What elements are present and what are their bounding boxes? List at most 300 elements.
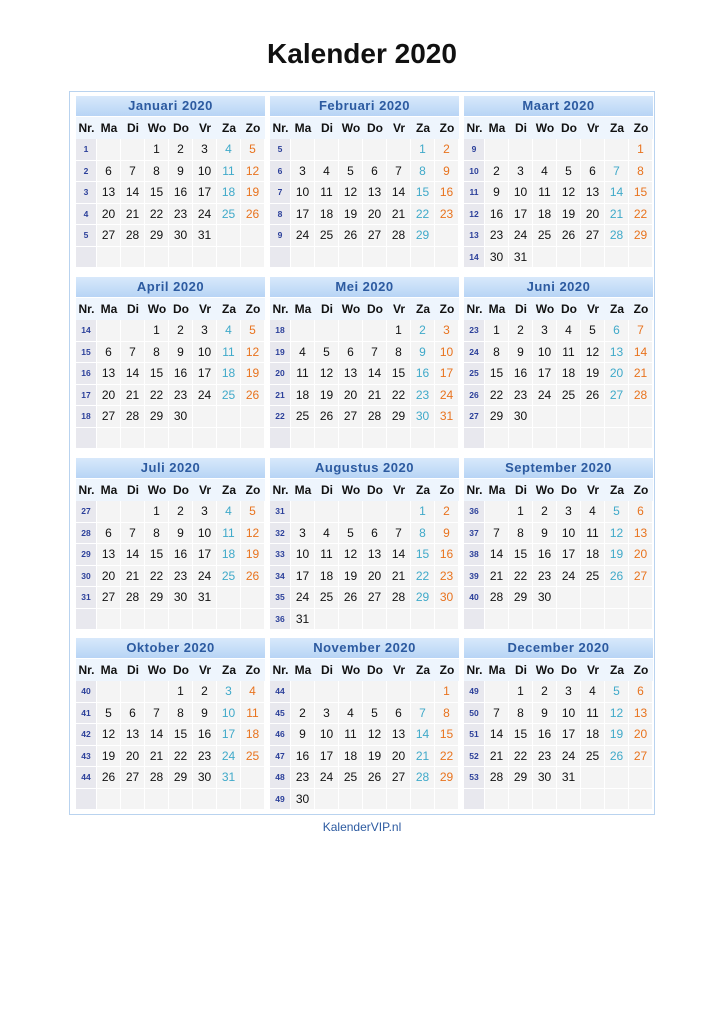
week-number-cell: 28	[76, 523, 97, 545]
weekday-header: Do	[173, 483, 189, 497]
week-row	[464, 566, 653, 588]
day-cell: 14	[485, 724, 509, 746]
day-cell: 22	[509, 566, 533, 588]
day-cell: 16	[435, 544, 459, 566]
week-row	[76, 609, 265, 631]
day-cell: 10	[315, 724, 339, 746]
day-cell	[217, 247, 241, 269]
day-cell: 22	[509, 746, 533, 768]
week-row	[464, 703, 653, 725]
day-cell: 17	[291, 204, 315, 226]
day-cell: 29	[629, 225, 653, 247]
day-cell: 11	[315, 182, 339, 204]
day-cell	[581, 406, 605, 428]
day-cell: 12	[557, 182, 581, 204]
weekday-header: Za	[221, 663, 236, 677]
day-cell	[241, 767, 265, 789]
day-cell	[315, 247, 339, 269]
week-number-cell: 3	[76, 182, 97, 204]
day-cell: 13	[339, 363, 363, 385]
day-cell: 15	[629, 182, 653, 204]
day-cell: 15	[169, 724, 193, 746]
week-row	[464, 247, 653, 269]
day-cell: 31	[193, 225, 217, 247]
day-cell: 26	[605, 746, 629, 768]
weekday-header: Di	[515, 302, 527, 316]
day-cell	[339, 681, 363, 703]
day-cell: 15	[509, 544, 533, 566]
day-cell: 22	[145, 566, 169, 588]
day-cell: 21	[121, 385, 145, 407]
day-cell	[217, 609, 241, 631]
weekday-header: Wo	[341, 121, 361, 135]
day-cell: 19	[241, 363, 265, 385]
day-cell	[291, 681, 315, 703]
day-cell: 31	[509, 247, 533, 269]
day-cell: 31	[557, 767, 581, 789]
day-cell: 19	[241, 182, 265, 204]
month-block	[464, 458, 653, 630]
day-cell: 17	[315, 746, 339, 768]
week-number-cell: 42	[76, 724, 97, 746]
day-cell: 2	[411, 320, 435, 342]
day-cell: 16	[509, 363, 533, 385]
day-cell	[339, 428, 363, 450]
week-number-cell: 5	[270, 139, 291, 161]
day-cell: 13	[97, 182, 121, 204]
week-row	[270, 767, 459, 789]
day-cell: 25	[339, 767, 363, 789]
week-number-cell: 19	[270, 342, 291, 364]
day-cell: 9	[533, 523, 557, 545]
day-cell: 10	[193, 523, 217, 545]
day-cell: 22	[411, 204, 435, 226]
weekday-header: Vr	[392, 121, 405, 135]
day-cell: 25	[217, 566, 241, 588]
day-cell: 6	[97, 342, 121, 364]
month-title: Oktober 2020	[76, 638, 265, 658]
day-cell: 10	[193, 161, 217, 183]
day-cell: 11	[533, 182, 557, 204]
week-row	[76, 139, 265, 161]
day-cell	[581, 139, 605, 161]
week-number-cell: 48	[270, 767, 291, 789]
day-cell	[557, 428, 581, 450]
day-cell: 8	[509, 703, 533, 725]
day-cell: 16	[485, 204, 509, 226]
week-row	[76, 703, 265, 725]
day-cell: 14	[387, 182, 411, 204]
week-row	[76, 681, 265, 703]
day-cell: 24	[509, 225, 533, 247]
weekday-header-row	[76, 298, 265, 320]
day-cell: 29	[169, 767, 193, 789]
day-cell: 15	[387, 363, 411, 385]
day-cell: 3	[435, 320, 459, 342]
day-cell: 21	[411, 746, 435, 768]
day-cell	[581, 789, 605, 811]
weekday-header: Zo	[245, 302, 261, 316]
weekday-header-row	[76, 117, 265, 139]
day-cell: 3	[315, 703, 339, 725]
day-cell: 12	[241, 342, 265, 364]
week-number-cell: 1	[76, 139, 97, 161]
day-cell: 21	[387, 204, 411, 226]
week-number-cell	[464, 428, 485, 450]
day-cell	[605, 767, 629, 789]
day-cell: 18	[315, 204, 339, 226]
day-cell: 8	[169, 703, 193, 725]
week-number-cell: 23	[464, 320, 485, 342]
day-cell: 15	[411, 182, 435, 204]
day-cell: 24	[557, 566, 581, 588]
day-cell	[629, 609, 653, 631]
day-cell: 18	[557, 363, 581, 385]
day-cell	[605, 247, 629, 269]
month-block	[76, 96, 265, 268]
day-cell: 13	[97, 544, 121, 566]
day-cell	[97, 609, 121, 631]
week-row	[464, 746, 653, 768]
day-cell: 22	[387, 385, 411, 407]
day-cell: 9	[169, 161, 193, 183]
day-cell	[217, 587, 241, 609]
day-cell	[363, 501, 387, 523]
day-cell	[241, 609, 265, 631]
week-number-header: Nr.	[78, 121, 95, 135]
day-cell: 21	[387, 566, 411, 588]
day-cell: 29	[145, 225, 169, 247]
day-cell: 9	[509, 342, 533, 364]
day-cell: 12	[315, 363, 339, 385]
day-cell: 9	[435, 161, 459, 183]
day-cell: 26	[339, 225, 363, 247]
day-cell	[387, 681, 411, 703]
day-cell	[629, 767, 653, 789]
weekday-header: Zo	[245, 663, 261, 677]
day-cell: 24	[435, 385, 459, 407]
day-cell: 19	[581, 363, 605, 385]
weekday-header: Di	[127, 121, 139, 135]
day-cell	[315, 428, 339, 450]
day-cell: 12	[363, 724, 387, 746]
day-cell: 24	[291, 225, 315, 247]
day-cell	[121, 320, 145, 342]
day-cell: 14	[145, 724, 169, 746]
day-cell: 9	[411, 342, 435, 364]
day-cell: 1	[485, 320, 509, 342]
day-cell: 8	[145, 342, 169, 364]
day-cell: 12	[97, 724, 121, 746]
day-cell: 25	[315, 225, 339, 247]
day-cell: 8	[145, 523, 169, 545]
weekday-header: Ma	[488, 483, 506, 497]
day-cell: 23	[509, 385, 533, 407]
day-cell: 15	[509, 724, 533, 746]
day-cell: 12	[605, 523, 629, 545]
day-cell: 10	[193, 342, 217, 364]
weekday-header: Vr	[392, 483, 405, 497]
month-title: September 2020	[464, 458, 653, 478]
day-cell: 26	[315, 406, 339, 428]
weekday-header: Do	[173, 121, 189, 135]
day-cell: 10	[557, 523, 581, 545]
day-cell: 29	[387, 406, 411, 428]
day-cell: 6	[363, 523, 387, 545]
day-cell: 13	[97, 363, 121, 385]
weekday-header: Ma	[488, 121, 506, 135]
week-row	[464, 724, 653, 746]
week-row	[76, 566, 265, 588]
day-cell	[121, 247, 145, 269]
day-cell: 23	[291, 767, 315, 789]
day-cell: 14	[411, 724, 435, 746]
weekday-header: Wo	[535, 483, 555, 497]
day-cell: 29	[411, 225, 435, 247]
day-cell: 12	[339, 182, 363, 204]
weekday-header: Wo	[535, 663, 555, 677]
day-cell: 3	[217, 681, 241, 703]
day-cell	[605, 609, 629, 631]
day-cell: 10	[217, 703, 241, 725]
month-block	[270, 458, 459, 630]
weekday-header: Vr	[586, 483, 599, 497]
day-cell: 21	[121, 204, 145, 226]
week-row	[464, 789, 653, 811]
day-cell: 3	[193, 139, 217, 161]
day-cell: 15	[145, 182, 169, 204]
week-row	[464, 182, 653, 204]
day-cell: 27	[581, 225, 605, 247]
day-cell: 7	[411, 703, 435, 725]
day-cell: 28	[629, 385, 653, 407]
day-cell	[241, 587, 265, 609]
day-cell: 10	[291, 544, 315, 566]
day-cell: 22	[629, 204, 653, 226]
day-cell	[169, 789, 193, 811]
day-cell: 16	[169, 544, 193, 566]
day-cell: 27	[629, 746, 653, 768]
day-cell	[581, 609, 605, 631]
week-number-cell: 4	[76, 204, 97, 226]
day-cell: 27	[121, 767, 145, 789]
day-cell: 3	[557, 681, 581, 703]
day-cell	[97, 681, 121, 703]
day-cell: 8	[411, 161, 435, 183]
day-cell	[169, 247, 193, 269]
week-number-cell: 50	[464, 703, 485, 725]
day-cell: 16	[533, 724, 557, 746]
day-cell: 13	[605, 342, 629, 364]
day-cell: 2	[193, 681, 217, 703]
weekday-header: Zo	[439, 121, 455, 135]
day-cell: 17	[557, 724, 581, 746]
day-cell: 5	[605, 681, 629, 703]
week-row	[76, 161, 265, 183]
week-row	[76, 225, 265, 247]
weekday-header: Vr	[198, 483, 211, 497]
week-number-cell: 38	[464, 544, 485, 566]
day-cell: 20	[97, 566, 121, 588]
week-number-cell: 24	[464, 342, 485, 364]
day-cell	[121, 789, 145, 811]
day-cell: 18	[581, 724, 605, 746]
week-row	[76, 385, 265, 407]
day-cell	[241, 225, 265, 247]
week-row	[270, 225, 459, 247]
weekday-header: Di	[515, 663, 527, 677]
day-cell: 18	[217, 544, 241, 566]
weekday-header: Za	[221, 121, 236, 135]
day-cell: 23	[435, 566, 459, 588]
day-cell: 31	[291, 609, 315, 631]
day-cell: 23	[193, 746, 217, 768]
day-cell: 6	[387, 703, 411, 725]
day-cell	[581, 767, 605, 789]
weekday-header: Wo	[341, 663, 361, 677]
day-cell	[339, 139, 363, 161]
day-cell: 26	[97, 767, 121, 789]
week-number-cell: 47	[270, 746, 291, 768]
day-cell: 12	[339, 544, 363, 566]
weekday-header: Za	[221, 302, 236, 316]
day-cell	[145, 428, 169, 450]
day-cell	[339, 501, 363, 523]
day-cell: 29	[435, 767, 459, 789]
day-cell	[509, 139, 533, 161]
day-cell: 8	[629, 161, 653, 183]
day-cell: 22	[169, 746, 193, 768]
day-cell	[291, 428, 315, 450]
week-number-cell: 9	[464, 139, 485, 161]
week-number-cell: 30	[76, 566, 97, 588]
day-cell: 5	[581, 320, 605, 342]
day-cell: 24	[193, 204, 217, 226]
month-title: Juli 2020	[76, 458, 265, 478]
day-cell: 6	[605, 320, 629, 342]
weekday-header: Zo	[439, 663, 455, 677]
weekday-header: Ma	[100, 302, 118, 316]
day-cell: 20	[581, 204, 605, 226]
weekday-header: Do	[561, 663, 577, 677]
week-number-cell: 37	[464, 523, 485, 545]
day-cell	[315, 681, 339, 703]
day-cell	[533, 789, 557, 811]
day-cell: 5	[557, 161, 581, 183]
week-number-cell: 46	[270, 724, 291, 746]
month-title: April 2020	[76, 277, 265, 297]
week-row	[270, 523, 459, 545]
day-cell	[485, 501, 509, 523]
week-row	[270, 406, 459, 428]
week-number-cell: 27	[76, 501, 97, 523]
day-cell: 18	[581, 544, 605, 566]
day-cell	[145, 609, 169, 631]
day-cell: 1	[411, 139, 435, 161]
week-row	[464, 225, 653, 247]
week-row	[464, 544, 653, 566]
weekday-header: Zo	[245, 483, 261, 497]
weekday-header: Za	[415, 483, 430, 497]
day-cell: 2	[435, 501, 459, 523]
week-row	[76, 204, 265, 226]
day-cell: 15	[145, 544, 169, 566]
day-cell: 4	[557, 320, 581, 342]
day-cell: 5	[315, 342, 339, 364]
day-cell: 24	[315, 767, 339, 789]
day-cell	[97, 247, 121, 269]
day-cell: 1	[145, 139, 169, 161]
weekday-header: Do	[173, 663, 189, 677]
day-cell: 1	[411, 501, 435, 523]
day-cell	[193, 406, 217, 428]
month-block	[76, 458, 265, 630]
day-cell: 6	[97, 523, 121, 545]
day-cell	[291, 139, 315, 161]
day-cell	[97, 789, 121, 811]
day-cell	[121, 501, 145, 523]
day-cell: 13	[387, 724, 411, 746]
day-cell: 2	[485, 161, 509, 183]
day-cell: 13	[581, 182, 605, 204]
weekday-header: Vr	[198, 121, 211, 135]
week-number-cell: 49	[464, 681, 485, 703]
day-cell	[581, 428, 605, 450]
month-title: Maart 2020	[464, 96, 653, 116]
day-cell: 3	[533, 320, 557, 342]
week-number-cell: 36	[464, 501, 485, 523]
day-cell	[629, 428, 653, 450]
calendar-grid	[69, 91, 655, 815]
day-cell	[509, 789, 533, 811]
week-number-header: Nr.	[272, 302, 289, 316]
weekday-header: Za	[415, 663, 430, 677]
day-cell: 27	[97, 406, 121, 428]
day-cell	[411, 681, 435, 703]
week-row	[76, 767, 265, 789]
weekday-header: Wo	[341, 302, 361, 316]
weekday-header: Vr	[198, 663, 211, 677]
week-number-cell	[76, 609, 97, 631]
weekday-header: Zo	[439, 302, 455, 316]
weekday-header-row	[270, 479, 459, 501]
day-cell: 20	[97, 204, 121, 226]
week-row	[464, 385, 653, 407]
weekday-header: Za	[415, 302, 430, 316]
day-cell	[339, 609, 363, 631]
week-row	[270, 428, 459, 450]
month-title: Mei 2020	[270, 277, 459, 297]
day-cell	[411, 247, 435, 269]
weekday-header: Di	[515, 483, 527, 497]
day-cell: 6	[629, 501, 653, 523]
day-cell	[629, 406, 653, 428]
day-cell	[387, 501, 411, 523]
day-cell	[557, 406, 581, 428]
weekday-header-row	[464, 117, 653, 139]
day-cell: 30	[533, 587, 557, 609]
weekday-header: Zo	[633, 663, 649, 677]
month-block	[270, 638, 459, 810]
weekday-header: Vr	[198, 302, 211, 316]
day-cell: 14	[121, 544, 145, 566]
day-cell: 3	[557, 501, 581, 523]
week-row	[76, 428, 265, 450]
day-cell	[217, 225, 241, 247]
day-cell: 6	[97, 161, 121, 183]
day-cell	[435, 247, 459, 269]
week-row	[270, 724, 459, 746]
